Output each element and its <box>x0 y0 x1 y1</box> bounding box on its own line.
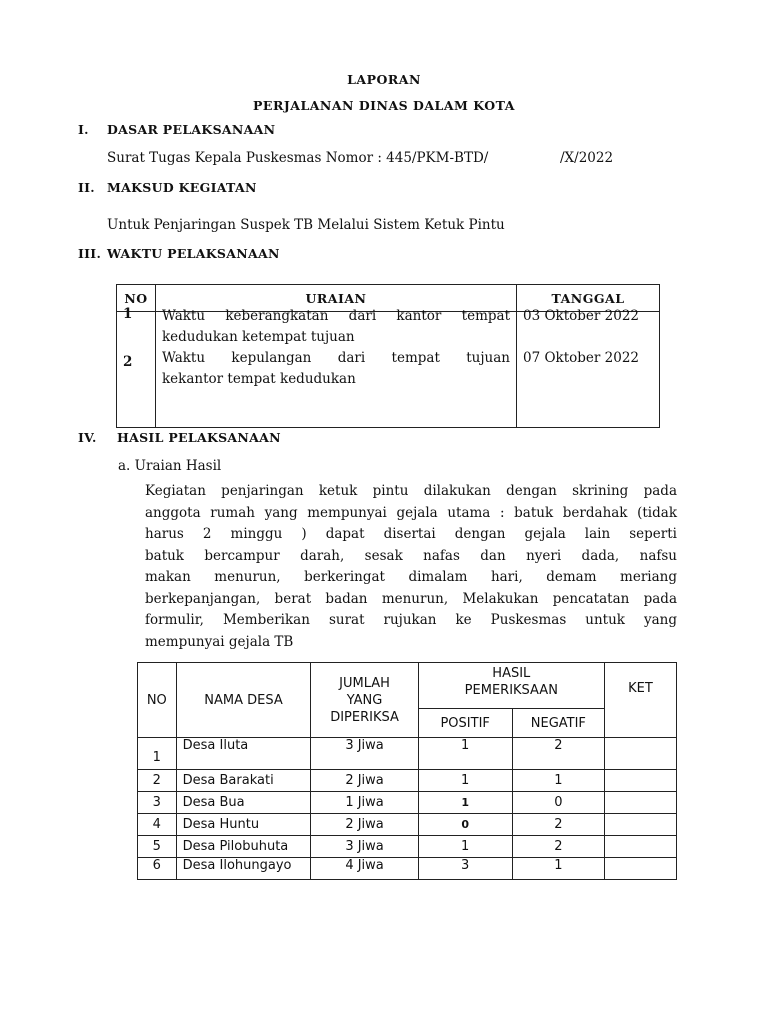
cell-no: 6 <box>138 858 177 880</box>
section-1-text: Surat Tugas Kepala Puskesmas Nomor : 445/PKM-BTD/ <box>107 150 489 166</box>
schedule-no-2: 2 <box>123 354 133 370</box>
cell-desa: Desa Barakati <box>176 770 311 792</box>
cell-negatif: 2 <box>512 836 604 858</box>
schedule-uraian-1-line2: kedudukan ketempat tujuan <box>162 329 355 345</box>
paragraph-line: formulir, Memberikan surat rujukan ke Puskesmas untuk yang <box>145 612 677 628</box>
result-paragraph <box>145 481 677 653</box>
cell-no: 1 <box>138 738 177 770</box>
table-row <box>138 738 677 770</box>
header-ket: KET <box>604 663 676 738</box>
paragraph-line: Kegiatan penjaringan ketuk pintu dilakukan dengan skrining pada <box>145 483 677 499</box>
section-2-text: Untuk Penjaringan Suspek TB Melalui Sistem Ketuk Pintu <box>107 217 505 233</box>
header-jumlah <box>311 663 418 738</box>
schedule-header-no: NO <box>117 285 156 312</box>
schedule-no-1: 1 <box>123 306 133 322</box>
paragraph-line: anggota rumah yang mempunyai gejala utama : batuk berdahak (tidak <box>145 504 677 521</box>
cell-positif: 1 <box>418 792 512 814</box>
schedule-cells-uraian <box>156 308 517 428</box>
paragraph-line: harus 2 minggu ) dapat disertai dengan gejala lain seperti <box>145 526 677 542</box>
paragraph-line: makan menurun, berkeringat dimalam hari, demam meriang <box>145 569 677 585</box>
cell-positif: 1 <box>418 836 512 858</box>
section-1-number: I. <box>78 122 89 137</box>
paragraph-line: mempunyai gejala TB <box>145 633 294 650</box>
table-row <box>138 770 677 792</box>
cell-ket <box>604 738 676 770</box>
cell-jumlah: 1 Jiwa <box>311 792 418 814</box>
cell-negatif: 0 <box>512 792 604 814</box>
paragraph-line: batuk bercampur darah, sesak nafas dan nyeri dada, nafsu <box>145 547 677 564</box>
cell-negatif: 1 <box>512 858 604 880</box>
header-jumlah-line: DIPERIKSA <box>330 709 399 725</box>
table-row <box>138 836 677 858</box>
cell-jumlah: 2 Jiwa <box>311 770 418 792</box>
section-2-number: II. <box>78 180 95 195</box>
cell-desa: Desa Huntu <box>176 814 311 836</box>
cell-ket <box>604 858 676 880</box>
schedule-table <box>116 284 660 428</box>
cell-ket <box>604 814 676 836</box>
section-4-number: IV. <box>78 430 97 445</box>
cell-ket <box>604 836 676 858</box>
cell-jumlah: 3 Jiwa <box>311 836 418 858</box>
cell-ket <box>604 792 676 814</box>
schedule-row <box>117 312 660 428</box>
header-hasil-line: PEMERIKSAAN <box>464 683 558 698</box>
header-hasil <box>418 663 604 709</box>
screening-table <box>137 662 677 880</box>
schedule-header-tanggal: TANGGAL <box>517 285 660 312</box>
cell-negatif: 1 <box>512 770 604 792</box>
table-row <box>138 814 677 836</box>
cell-jumlah: 2 Jiwa <box>311 814 418 836</box>
cell-negatif: 2 <box>512 814 604 836</box>
schedule-uraian-2-line1: Waktu kepulangan dari tempat tujuan <box>162 350 510 366</box>
report-title: LAPORAN <box>347 72 421 87</box>
cell-no: 2 <box>138 770 177 792</box>
section-4-subheading: a. Uraian Hasil <box>118 458 222 474</box>
header-nama-desa: NAMA DESA <box>176 663 311 738</box>
schedule-uraian-1-line1: Waktu keberangkatan dari kantor tempat <box>162 308 510 324</box>
table-row <box>138 792 677 814</box>
cell-positif: 1 <box>418 770 512 792</box>
header-jumlah-line: JUMLAH <box>339 675 390 691</box>
section-1-title: DASAR PELAKSANAAN <box>107 122 276 137</box>
report-subtitle: PERJALANAN DINAS DALAM KOTA <box>253 98 515 113</box>
cell-negatif: 2 <box>512 738 604 770</box>
section-3-title: WAKTU PELAKSANAAN <box>107 246 280 261</box>
schedule-cells-no <box>117 306 156 428</box>
section-2-title: MAKSUD KEGIATAN <box>107 180 257 195</box>
header-no: NO <box>138 663 177 738</box>
schedule-cells-tanggal <box>517 308 660 428</box>
cell-positif: 3 <box>418 858 512 880</box>
cell-no: 4 <box>138 814 177 836</box>
header-hasil-line: HASIL <box>492 666 531 681</box>
section-4-title: HASIL PELAKSANAAN <box>117 430 281 445</box>
schedule-uraian-2-line2: kekantor tempat kedudukan <box>162 371 356 387</box>
header-positif: POSITIF <box>418 709 512 738</box>
cell-ket <box>604 770 676 792</box>
cell-desa: Desa Bua <box>176 792 311 814</box>
table-row <box>138 858 677 880</box>
schedule-date-2: 07 Oktober 2022 <box>523 350 640 366</box>
schedule-date-1: 03 Oktober 2022 <box>523 308 640 324</box>
header-jumlah-line: YANG <box>346 692 383 708</box>
cell-no: 5 <box>138 836 177 858</box>
header-negatif: NEGATIF <box>512 709 604 738</box>
schedule-header-uraian: URAIAN <box>156 285 517 312</box>
cell-desa: Desa Ilohungayo <box>176 858 311 880</box>
section-3-number: III. <box>78 246 102 261</box>
section-1-text-suffix: /X/2022 <box>560 150 614 166</box>
cell-positif: 0 <box>418 814 512 836</box>
cell-jumlah: 3 Jiwa <box>311 738 418 770</box>
cell-jumlah: 4 Jiwa <box>311 858 418 880</box>
cell-positif: 1 <box>418 738 512 770</box>
cell-desa: Desa Iluta <box>176 738 311 770</box>
paragraph-line: berkepanjangan, berat badan menurun, Melakukan pencatatan pada <box>145 590 677 607</box>
cell-no: 3 <box>138 792 177 814</box>
cell-desa: Desa Pilobuhuta <box>176 836 311 858</box>
